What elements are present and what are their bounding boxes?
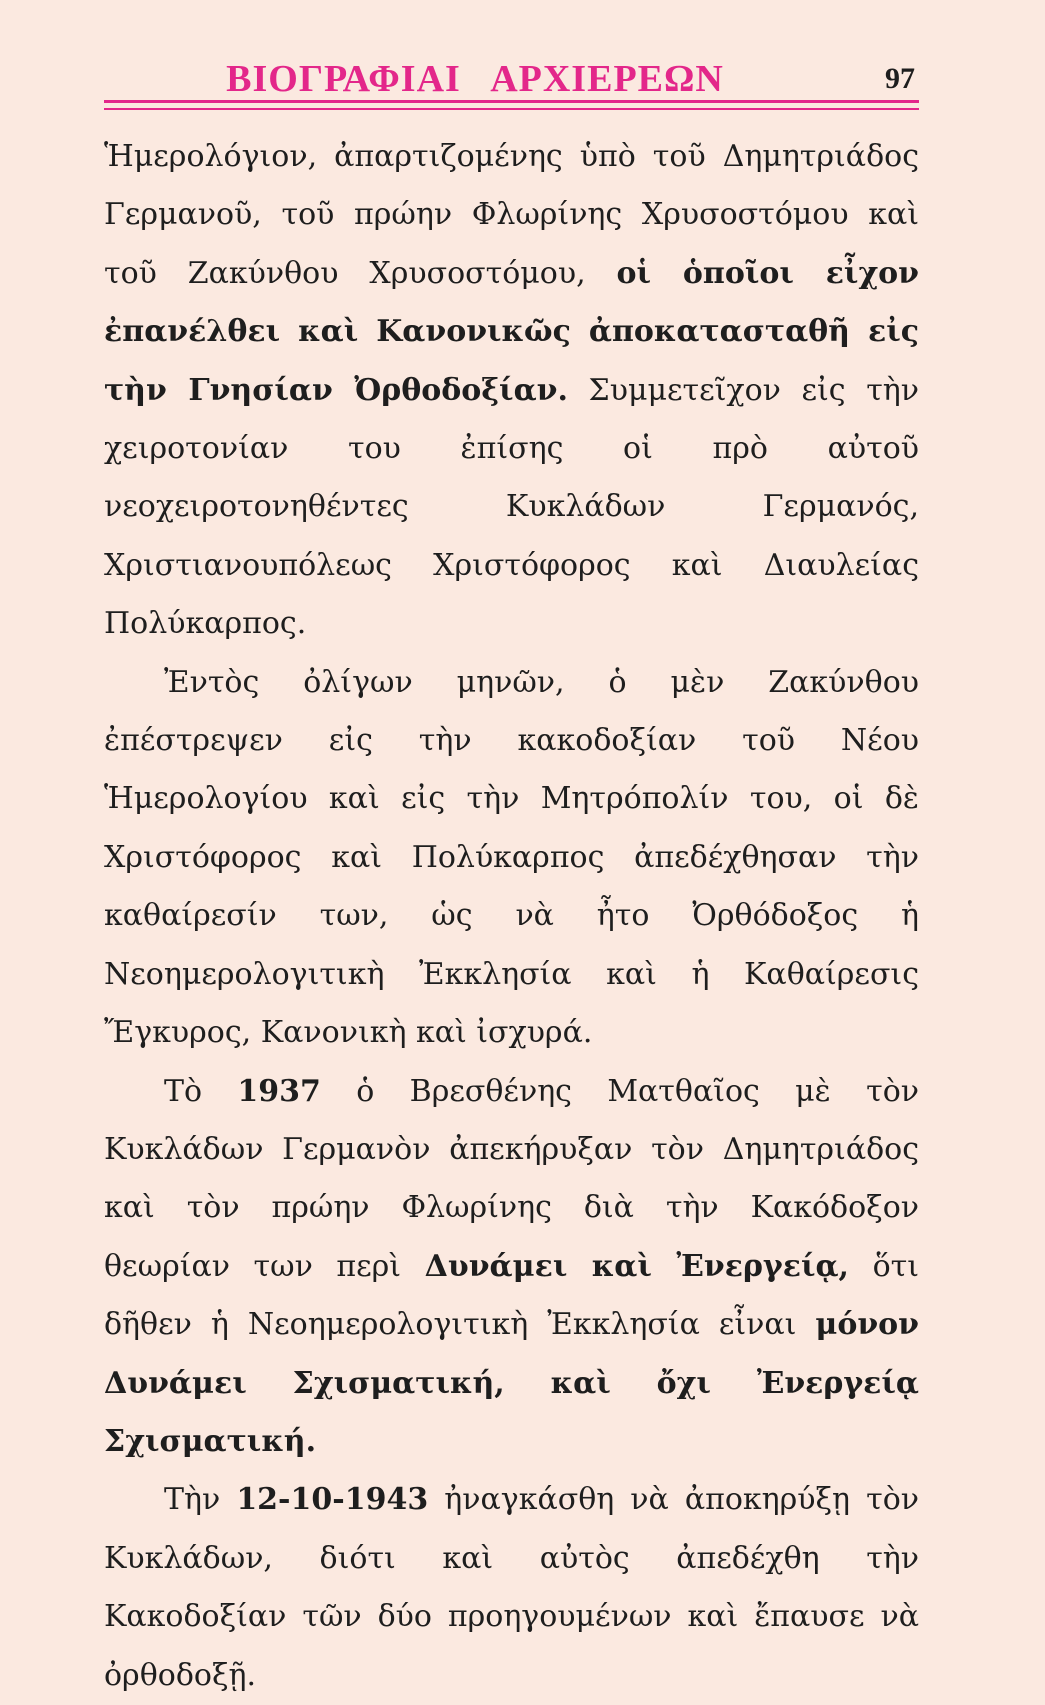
text-span: Ἐντὸς ὀλίγων μηνῶν, ὁ μὲν Ζακύνθου ἐπέστρεψεν εἰς τὴν κακοδοξίαν τοῦ Νέου Ἡμερολογίου καὶ εἰς τὴν Μητρόπολίν του, οἱ δὲ Χριστόφορος καὶ Πολύκαρπος ἀπεδέχθησαν τὴν καθαίρεσίν των, ὡς νὰ ἦτο Ὀρθόδοξος ἡ Νεοημερολογιτικὴ Ἐκκλησία καὶ ἡ Καθαίρεσις Ἔγκυρος, Κανονικὴ καὶ ἰσχυρά.	[104, 664, 919, 1051]
text-span: Ἡμερολόγιον, ἀπαρτιζομένης ὑπὸ τοῦ Δημητριάδος Γερμανοῦ, τοῦ πρώην Φλωρίνης Χρυσοστόμου καὶ τοῦ Ζακύνθου Χρυσοστόμου,	[104, 139, 919, 291]
text-span: ἠναγκάσθη νὰ ἀποκηρύξῃ τὸν Κυκλάδων, διότι καὶ αὐτὸς ἀπεδέχθη τὴν Κακοδοξίαν τῶν δύο προηγουμένων καὶ ἔπαυσε νὰ ὀρθοδοξῇ.	[104, 1482, 919, 1693]
text-span: ὁ Βρεσθένης Ματθαῖος μὲ τὸν Κυκλάδων Γερμανὸν ἀπεκήρυξαν τὸν Δημητριάδος καὶ τὸν πρώην Φλωρίνης διὰ τὴν Κακόδοξον θεωρίαν των περὶ	[104, 1073, 920, 1284]
paragraph-3	[104, 1063, 919, 1472]
text-span: ὅτι δῆθεν ἡ Νεοημερολογιτικὴ Ἐκκλησία εἶναι	[104, 1248, 919, 1343]
header-rule-top	[104, 100, 919, 103]
bold-span: 12-10-1943	[236, 1482, 429, 1518]
text-span: Συμμετεῖχον εἰς τὴν χειροτονίαν του ἐπίσης οἱ πρὸ αὐτοῦ νεοχειροτονηθέντες Κυκλάδων Γερμανός, Χριστιανουπόλεως Χριστόφορος καὶ Διαυλείας Πολύκαρπος.	[104, 372, 919, 642]
running-head	[104, 58, 919, 106]
text-span: Τὴν	[164, 1482, 237, 1518]
paragraph-1	[104, 128, 919, 654]
paragraph-4	[104, 1471, 919, 1705]
page-number: 97	[885, 62, 915, 95]
bold-span: 1937	[237, 1073, 321, 1109]
header-rule-bottom	[104, 108, 919, 110]
text-span: Τὸ	[164, 1073, 238, 1109]
paragraph-2	[104, 654, 919, 1063]
running-title: ΒΙΟΓΡΑΦΙΑΙ ΑΡΧΙΕΡΕΩΝ	[226, 58, 724, 100]
bold-span: Δυνάμει καὶ Ἐνεργείᾳ,	[424, 1248, 849, 1284]
body-text	[104, 128, 919, 1705]
bold-span: οἱ ὁποῖοι εἶχον ἐπανέλθει καὶ Κανονικῶς ἀποκατασταθῆ εἰς τὴν Γνησίαν Ὀρθοδοξίαν.	[104, 255, 920, 408]
bold-span: μόνον Δυνάμει Σχισματική, καὶ ὄχι Ἐνεργείᾳ Σχισματική.	[104, 1307, 919, 1459]
